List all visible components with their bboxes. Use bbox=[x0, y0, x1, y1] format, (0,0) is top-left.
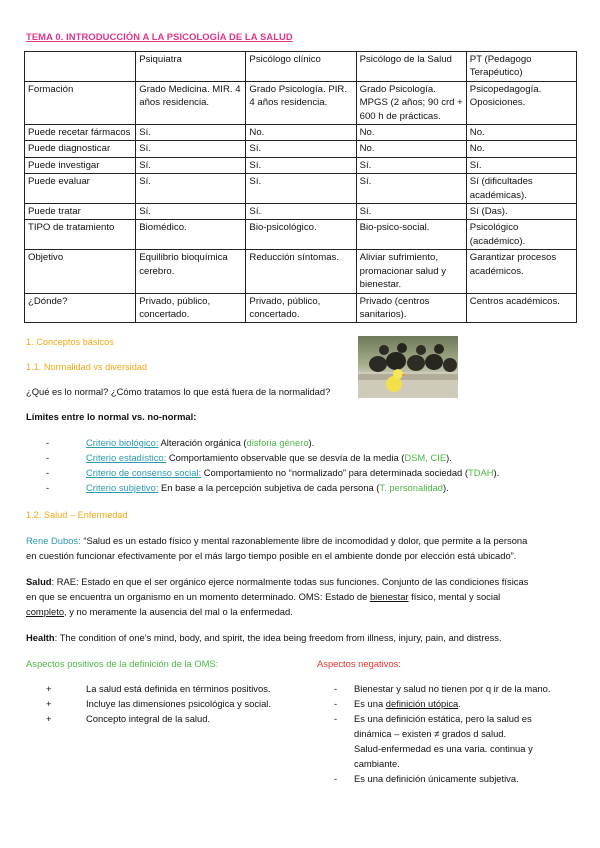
ducklings-photo bbox=[358, 336, 458, 398]
table-header-cell: Psicólogo de la Salud bbox=[356, 52, 466, 82]
positive-text: La salud está definida en términos positivos. bbox=[86, 683, 271, 694]
negative-text: dinámica – existen ≠ grados d salud. bbox=[354, 728, 507, 739]
positive-text: Concepto integral de la salud. bbox=[86, 713, 211, 724]
dubos-line1: “Salud es un estado físico y mental razonablemente libre de incomodidad y dolor, que permite a la persona bbox=[80, 535, 528, 546]
table-cell: Privado (centros sanitarios). bbox=[356, 293, 466, 323]
positive-item bbox=[46, 681, 271, 696]
table-cell: Psicopedagogía. Oposiciones. bbox=[466, 81, 576, 124]
completo-word: completo bbox=[26, 606, 65, 617]
plus-bullet: + bbox=[46, 683, 52, 694]
criterion-desc: Alteración orgánica ( bbox=[158, 437, 247, 448]
table-cell: Privado, público, concertado. bbox=[136, 293, 246, 323]
negative-item bbox=[334, 771, 550, 786]
section-1-1-title: 1.1. Normalidad vs diversidad bbox=[26, 362, 148, 372]
criterion-desc: Comportamiento observable que se desvía de la media ( bbox=[166, 452, 405, 463]
negative-text: Bienestar y salud no tienen por q ir de la mano. bbox=[354, 683, 551, 694]
table-cell: Centros académicos. bbox=[466, 293, 576, 323]
table-cell: Equilibrio bioquímica cerebro. bbox=[136, 250, 246, 293]
table-row-label: Puede evaluar bbox=[25, 174, 136, 204]
criterion-example: disforia género bbox=[246, 437, 309, 448]
negative-text: Es una definición únicamente subjetiva. bbox=[354, 773, 519, 784]
negative-text: Es una definición estática, pero la salud es bbox=[354, 713, 532, 724]
utopica-word: definición utópica bbox=[385, 698, 459, 709]
table-row bbox=[25, 125, 577, 141]
table-cell: Sí. bbox=[136, 157, 246, 173]
salud-line2a: en que se encuentra un organismo en un momento determinado. OMS: Estado de bbox=[26, 591, 370, 602]
criterion-desc: Comportamiento no “normalizado” para determinada sociedad ( bbox=[201, 467, 468, 478]
table-row bbox=[25, 81, 577, 124]
criterion-name: Criterio estadístico: bbox=[86, 452, 167, 463]
table-cell: Sí. bbox=[136, 174, 246, 204]
negative-text-end: . bbox=[458, 698, 461, 709]
table-cell: Sí. bbox=[136, 204, 246, 220]
table-cell: Aliviar sufrimiento, promacionar salud y bienestar. bbox=[356, 250, 466, 293]
table-cell: Bio-psicológico. bbox=[246, 220, 356, 250]
table-row-label: Puede tratar bbox=[25, 204, 136, 220]
positive-item bbox=[46, 711, 271, 726]
positives-title: Aspectos positivos de la definición de la OMS: bbox=[26, 658, 219, 669]
table-row-label: ¿Dónde? bbox=[25, 293, 136, 323]
dash-bullet: - bbox=[334, 683, 338, 694]
bienestar-word: bienestar bbox=[369, 591, 409, 602]
table-row bbox=[25, 141, 577, 157]
criterion-name: Criterio biológico: bbox=[86, 437, 159, 448]
table-cell: Sí. bbox=[246, 157, 356, 173]
table-header-cell: Psicólogo clínico bbox=[246, 52, 356, 82]
table-cell: Sí. bbox=[466, 157, 576, 173]
table-cell: No. bbox=[466, 125, 576, 141]
salud-line1: : RAE: Estado en que el ser orgánico ejerce normalmente todas sus funciones. Conjunto de las condiciones físicas bbox=[51, 576, 529, 587]
table-row bbox=[25, 250, 577, 293]
normality-question: ¿Qué es lo normal? ¿Cómo tratamos lo que está fuera de la normalidad? bbox=[26, 386, 331, 397]
section-1-2-title: 1.2. Salud – Enfermedad bbox=[26, 510, 128, 520]
table-cell: Sí. bbox=[136, 141, 246, 157]
table-cell: Sí. bbox=[356, 174, 466, 204]
dash-bullet: - bbox=[334, 713, 338, 724]
table-cell: Sí (dificultades académicas). bbox=[466, 174, 576, 204]
positives-list bbox=[46, 681, 271, 726]
table-cell: Garantizar procesos académicos. bbox=[466, 250, 576, 293]
negatives-title: Aspectos negativos: bbox=[317, 658, 401, 669]
negative-text: Salud-enfermedad es una varia. continua y bbox=[354, 743, 533, 754]
table-row-label: Puede recetar fármacos bbox=[25, 125, 136, 141]
dubos-quote bbox=[26, 533, 527, 563]
table-cell: Bio-psico-social. bbox=[356, 220, 466, 250]
criterion-item: - Criterio subjetivo: En base a la percepción subjetiva de cada persona (T. personalidad). bbox=[46, 482, 449, 493]
table-cell: Biomédico. bbox=[136, 220, 246, 250]
table-row bbox=[25, 157, 577, 173]
negative-text: Es una bbox=[354, 698, 386, 709]
plus-bullet: + bbox=[46, 698, 52, 709]
table-row bbox=[25, 220, 577, 250]
document-title: TEMA 0. INTRODUCCIÓN A LA PSICOLOGÍA DE LA SALUD bbox=[26, 31, 293, 42]
table-row-label: Objetivo bbox=[25, 250, 136, 293]
criterion-end: ). bbox=[446, 452, 452, 463]
criterion-item: - Criterio estadístico: Comportamiento observable que se desvía de la media (DSM, CIE). bbox=[46, 452, 452, 463]
table-header-cell: Psiquiatra bbox=[136, 52, 246, 82]
table-cell: Reducción síntomas. bbox=[246, 250, 356, 293]
salud-definition bbox=[26, 574, 528, 619]
table-cell: Grado Medicina. MIR. 4 años residencia. bbox=[136, 81, 246, 124]
section-1-title: 1. Conceptos básicos bbox=[26, 337, 114, 347]
table-cell: Grado Psicología. MPGS (2 años; 90 crd + 600 h de prácticas. bbox=[356, 81, 466, 124]
criterion-example: TDAH bbox=[467, 467, 494, 478]
criterion-desc: En base a la percepción subjetiva de cada persona ( bbox=[158, 482, 380, 493]
table-cell: Sí. bbox=[356, 157, 466, 173]
salud-line3: , y no meramente la ausencia del mal o la enfermedad. bbox=[64, 606, 293, 617]
table-row bbox=[25, 174, 577, 204]
salud-line2b: físico, mental y social bbox=[408, 591, 501, 602]
table-cell: Grado Psicología. PIR. 4 años residencia. bbox=[246, 81, 356, 124]
table-cell: No. bbox=[356, 141, 466, 157]
dash-bullet: - bbox=[334, 698, 338, 709]
negative-item bbox=[334, 696, 550, 711]
table-cell: No. bbox=[356, 125, 466, 141]
dubos-line2: en cuestión funcionar efectivamente por el más largo tiempo posible en el ambiente donde por elección está ubicado”. bbox=[26, 550, 517, 561]
negative-item bbox=[334, 711, 550, 771]
criterion-name: Criterio subjetivo: bbox=[86, 482, 159, 493]
positive-text: Incluye las dimensiones psicológica y social. bbox=[86, 698, 271, 709]
health-definition bbox=[26, 630, 502, 645]
limits-heading: Límites entre lo normal vs. no-normal: bbox=[26, 411, 197, 422]
salud-label: Salud bbox=[26, 576, 52, 587]
dash-bullet: - bbox=[334, 773, 338, 784]
criterion-end: ). bbox=[308, 437, 315, 448]
health-label: Health bbox=[26, 632, 55, 643]
criterion-example: DSM, CIE bbox=[404, 452, 447, 463]
table-cell: Sí. bbox=[136, 125, 246, 141]
plus-bullet: + bbox=[46, 713, 52, 724]
criteria-list bbox=[46, 435, 499, 495]
positive-item bbox=[46, 696, 271, 711]
table-cell: Sí. bbox=[246, 141, 356, 157]
table-header-row bbox=[25, 52, 577, 82]
criterion-name: Criterio de consenso social: bbox=[86, 467, 202, 478]
table-row-label: Puede investigar bbox=[25, 157, 136, 173]
table-header-cell bbox=[25, 52, 136, 82]
negatives-list bbox=[334, 681, 550, 786]
table-cell: Sí. bbox=[246, 174, 356, 204]
criterion-item: - Criterio biológico: Alteración orgánica (disforia género). bbox=[46, 437, 315, 448]
table-cell: Sí (Das). bbox=[466, 204, 576, 220]
comparison-table bbox=[24, 51, 577, 323]
criterion-item: - Criterio de consenso social: Comportamiento no “normalizado” para determinada sociedad (TDAH). bbox=[46, 467, 500, 478]
table-header-cell: PT (Pedagogo Terapéutico) bbox=[466, 52, 576, 82]
dubos-name: Rene Dubos: bbox=[26, 535, 81, 546]
negative-item bbox=[334, 681, 550, 696]
health-text: : The condition of one’s mind, body, and spirit, the idea being freedom from illness, injury, pain, and distress. bbox=[54, 632, 502, 643]
table-cell: Sí. bbox=[356, 204, 466, 220]
criterion-end: ). bbox=[443, 482, 449, 493]
table-row-label: TIPO de tratamiento bbox=[25, 220, 136, 250]
criterion-end: ). bbox=[493, 467, 500, 478]
table-row-label: Puede diagnosticar bbox=[25, 141, 136, 157]
table-cell: Sí. bbox=[246, 204, 356, 220]
negative-text: cambiante. bbox=[354, 758, 400, 769]
table-cell: Psicológico (académico). bbox=[466, 220, 576, 250]
criterion-example: T. personalidad bbox=[379, 482, 444, 493]
table-row bbox=[25, 204, 577, 220]
table-cell: No. bbox=[246, 125, 356, 141]
table-cell: Privado, público, concertado. bbox=[246, 293, 356, 323]
table-row bbox=[25, 293, 577, 323]
table-cell: No. bbox=[466, 141, 576, 157]
table-row-label: Formación bbox=[25, 81, 136, 124]
